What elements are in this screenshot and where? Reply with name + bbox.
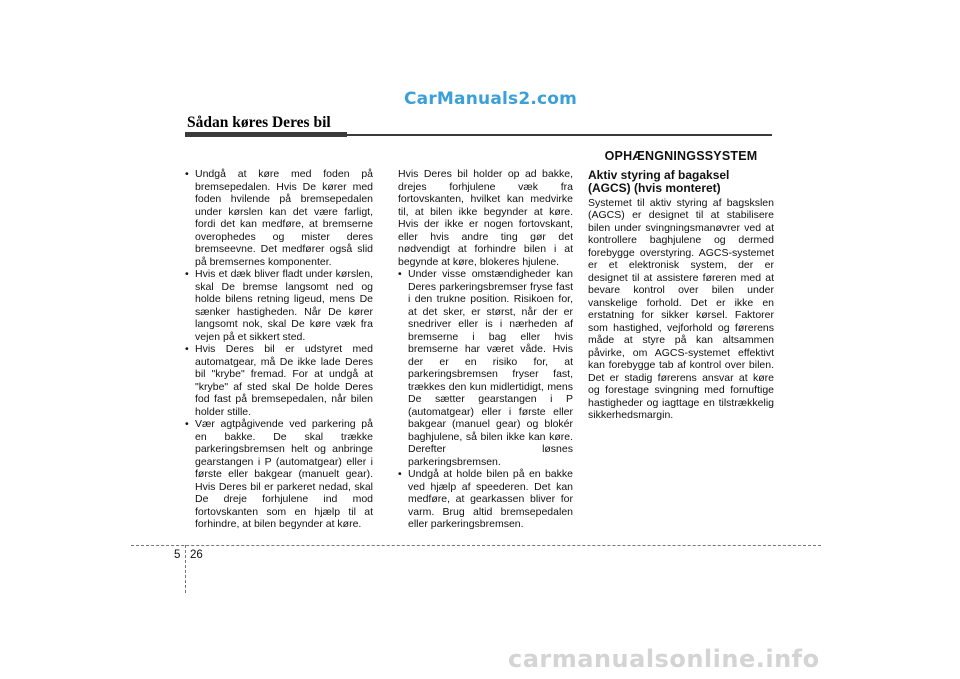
page-number: 26 bbox=[190, 549, 203, 561]
chapter-number: 5 bbox=[174, 549, 181, 561]
section-title: Sådan køres Deres bil bbox=[187, 114, 331, 131]
subsection-heading: Aktiv styring af bagaksel (AGCS) (hvis monteret) bbox=[588, 167, 730, 195]
bullet-item: • Under visse omstændigheder kan Deres parkeringsbremser fryse fast i den trukne position. Risikoen for, at det sker, er størst, når der er snedriver eller is i nærheden af bremserne i bag eller hvis bremserne har været våde. Hvis der er en risiko for, at parkeringsbremsen fryser fast, trækkes den kun midlertidigt, mens De sætter gearstangen i P (automatgear) eller i første eller bakgear (manuel gear) og blokér baghjulene, så bilen ikke kan køre. Derefter løsnes parkeringsbremsen. bbox=[398, 268, 573, 468]
title-bar-dark bbox=[185, 132, 347, 137]
watermark-top: CarManuals2.com bbox=[404, 89, 578, 109]
footer-divider bbox=[131, 545, 821, 546]
intro-paragraph: Hvis Deres bil holder op ad bakke, drejes forhjulene væk fra fortovskanten, hvilket kan medvirke til, at bilen ikke begynder at køre. Hvis der ikke er nogen fortovskant, eller hvis andre ting gør det nødvendigt at forhindre bilen i at begynde at køre, blokeres hjulene. bbox=[398, 168, 573, 268]
system-heading: OPHÆNGNINGSSYSTEM bbox=[604, 149, 758, 163]
bullet-item: • Undgå at køre med foden på bremsepedalen. Hvis De kører med foden hvilende på bremsepedalen under kørslen kan det være farligt, fordi det kan medføre, at bremserne overophedes og mister deres bremseevne. Det medfører også slid på bremsernes komponenter. bbox=[185, 168, 373, 268]
body-paragraph: Systemet til aktiv styring af bagskslen (AGCS) er designet til at stabilisere bilen under svingningsmanøvrer ved at kontrollere baghjulene og dermed forebygge overstyring. AGCS-systemet er et elektronisk system, der er designet til at assistere føreren med at bevare kontrol over bilen under vanskelige forhold. Det er ikke en erstatning for sikker kørsel. Faktorer som hastighed, vejforhold og førerens måde at styre på kan altsammen påvirke, om AGCS-systemet effektivt kan forebygge tab af kontrol over bilen. Det er stadig førerens ansvar at køre og forestage svingning med fornuftige hastigheder og iagttage en tilstrækkelig sikkerhedsmargin. bbox=[588, 196, 774, 421]
bullet-item: • Undgå at holde bilen på en bakke ved hjælp af speederen. Det kan medføre, at gearkassen bliver for varm. Brug altid bremsepedalen eller parkeringsbremsen. bbox=[398, 468, 573, 531]
bullet-item: • Hvis Deres bil er udstyret med automatgear, må De ikke lade Deres bil "krybe" fremad. For at undgå at "krybe" af sted skal De holde Deres fod fast på bremsepedalen, når bilen holder stille. bbox=[185, 343, 373, 418]
watermark-bottom: carmanualsonline.info bbox=[508, 645, 820, 673]
column-1 bbox=[185, 168, 373, 531]
column-2 bbox=[398, 168, 573, 531]
bullet-item: • Vær agtpågivende ved parkering på en bakke. De skal trække parkeringsbremsen helt og anbringe gearstangen i P (automatgear) eller i første eller bakgear (manuelt gear). Hvis Deres bil er parkeret nedad, skal De dreje forhjulene ind mod fortovskanten som en hjælp til at forhindre, at bilen begynder at køre. bbox=[185, 418, 373, 531]
title-rule bbox=[347, 134, 772, 136]
bullet-item: • Hvis et dæk bliver fladt under kørslen, skal De bremse langsomt ned og holde bilens retning ligeud, mens De sænker hastigheden. Når De kører langsomt nok, skal De køre væk fra vejen på et sikkert sted. bbox=[185, 268, 373, 343]
column-3 bbox=[588, 150, 774, 422]
footer-vertical-divider bbox=[185, 545, 186, 593]
